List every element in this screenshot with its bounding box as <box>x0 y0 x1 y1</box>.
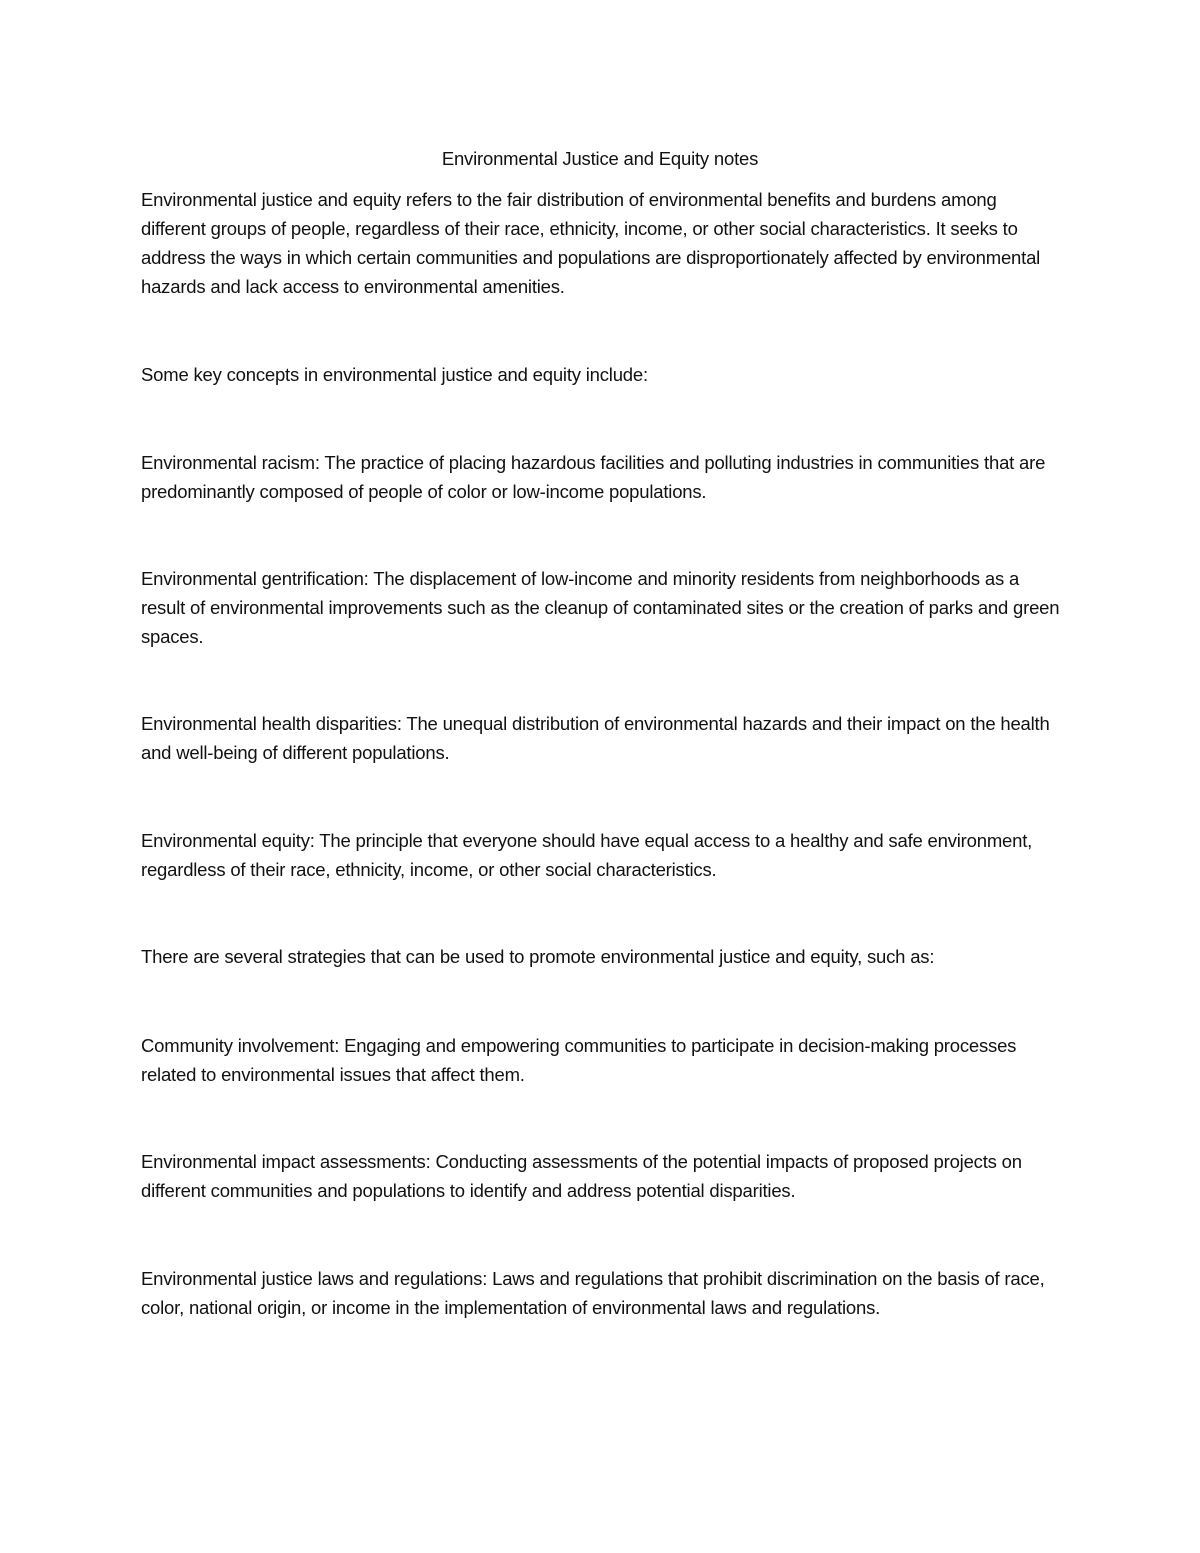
paragraph-environmental-equity: Environmental equity: The principle that everyone should have equal access to a healthy and safe environment, regardless of their race, ethnicity, income, or other social characteristics. <box>141 830 1033 880</box>
document-title: Environmental Justice and Equity notes <box>441 148 759 169</box>
paragraph-intro: Environmental justice and equity refers to the fair distribution of environmental benefits and burdens among different groups of people, regardless of their race, ethnicity, income, or other social characteristics. It seeks to address the ways in which certain communities and populations are disproportionately affected by environmental hazards and lack access to environmental amenities. <box>141 189 1041 297</box>
paragraph-justice-laws: Environmental justice laws and regulations: Laws and regulations that prohibit discrimination on the basis of race, color, national origin, or income in the implementation of environmental laws and regulations. <box>141 1268 1045 1318</box>
paragraph-environmental-gentrification: Environmental gentrification: The displacement of low-income and minority residents from neighborhoods as a result of environmental improvements such as the cleanup of contaminated sites or the creation of parks and green spaces. <box>141 568 1060 647</box>
paragraph-environmental-racism: Environmental racism: The practice of placing hazardous facilities and polluting industries in communities that are predominantly composed of people of color or low-income populations. <box>141 452 1046 502</box>
paragraph-health-disparities: Environmental health disparities: The unequal distribution of environmental hazards and their impact on the health and well-being of different populations. <box>141 713 1050 763</box>
paragraph-key-concepts-heading: Some key concepts in environmental justice and equity include: <box>141 364 648 385</box>
paragraph-impact-assessments: Environmental impact assessments: Conducting assessments of the potential impacts of proposed projects on different communities and populations to identify and address potential disparities. <box>141 1151 1022 1201</box>
paragraph-strategies-heading: There are several strategies that can be used to promote environmental justice and equity, such as: <box>141 946 935 967</box>
paragraph-community-involvement: Community involvement: Engaging and empowering communities to participate in decision-making processes related to environmental issues that affect them. <box>141 1035 1017 1085</box>
